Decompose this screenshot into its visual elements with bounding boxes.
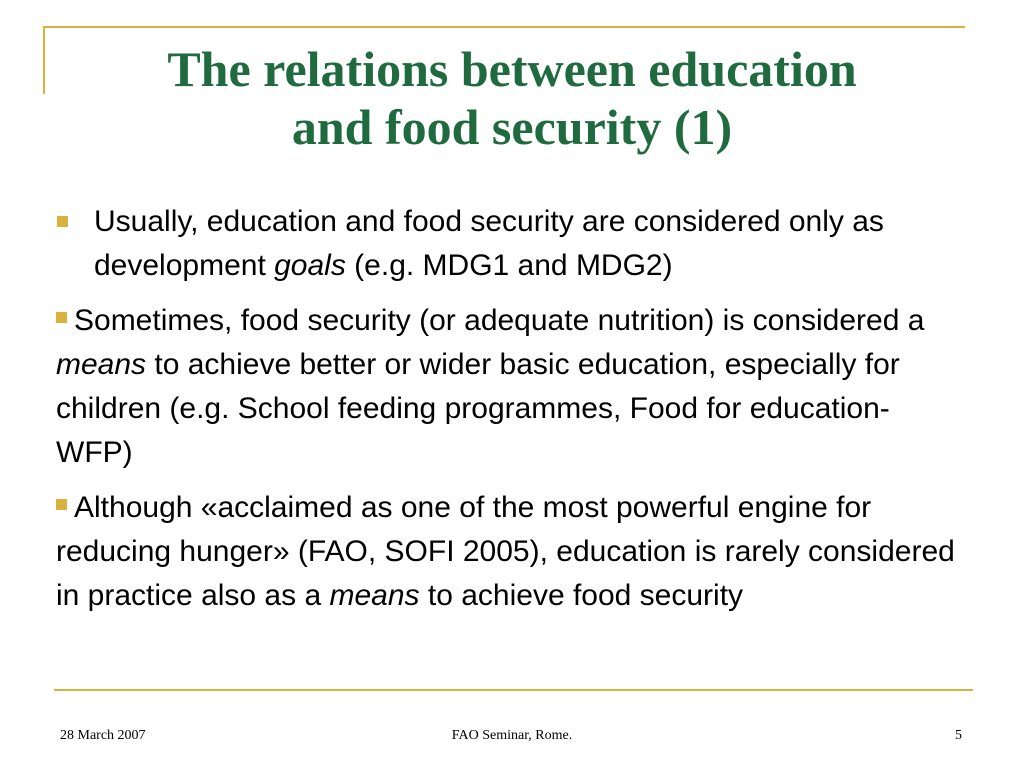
bullet-2-emphasis: means xyxy=(56,348,147,381)
square-bullet-icon xyxy=(56,499,67,510)
bullet-1-text-b: (e.g. MDG1 and MDG2) xyxy=(345,249,673,282)
footer-date: 28 March 2007 xyxy=(60,728,146,743)
bullet-2-text-a: Sometimes, food security (or adequate nutrition) is considered a xyxy=(74,304,925,337)
bullet-3-emphasis: means xyxy=(329,579,420,612)
page-number: 5 xyxy=(955,728,962,743)
bullet-3-text-a: Although «acclaimed as one of the most powerful engine for reducing hunger» (FAO, SOFI 2005), education is rarely considered in practice also as a xyxy=(56,491,955,612)
slide-body xyxy=(56,200,956,618)
top-rule xyxy=(43,26,965,28)
bullet-item-2 xyxy=(56,299,956,475)
footer-rule xyxy=(54,689,973,691)
title-line-2: and food security (1) xyxy=(291,99,733,155)
bullet-1-emphasis: goals xyxy=(274,249,346,282)
title-line-1: The relations between education xyxy=(167,41,857,97)
slide-title xyxy=(60,40,964,156)
square-bullet-icon xyxy=(56,312,67,323)
bullet-item-1 xyxy=(56,200,956,288)
left-rule xyxy=(43,26,45,94)
bullet-item-3 xyxy=(56,486,956,618)
bullet-3-text-b: to achieve food security xyxy=(419,579,744,612)
square-bullet-icon xyxy=(57,216,68,227)
bullet-1-text-a: Usually, education and food security are considered only as development xyxy=(94,205,884,282)
bullet-2-text-b: to achieve better or wider basic education, especially for children (e.g. School feeding programmes, Food for education-WFP) xyxy=(56,348,900,469)
footer-title: FAO Seminar, Rome. xyxy=(451,728,573,743)
